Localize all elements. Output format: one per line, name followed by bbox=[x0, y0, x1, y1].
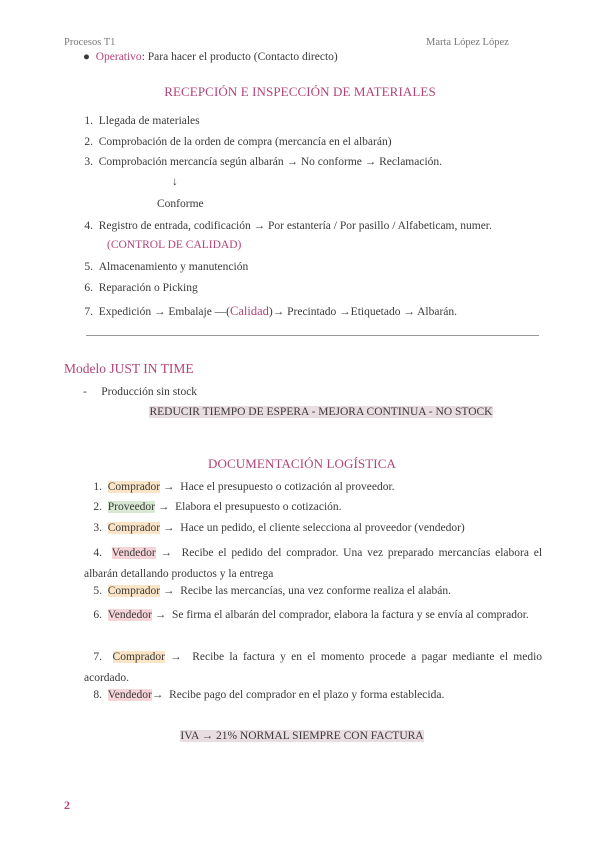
header-right: Marta López López bbox=[426, 37, 509, 48]
divider bbox=[86, 335, 539, 336]
calidad-word: Calidad bbox=[230, 304, 269, 318]
role-tag: Comprador bbox=[107, 481, 161, 493]
reception-item: 2. Comprobación de la orden de compra (mercancía en el albarán) bbox=[84, 136, 392, 148]
conforme-label: Conforme bbox=[157, 198, 204, 210]
iva-highlight: IVA → 21% NORMAL SIEMPRE CON FACTURA bbox=[180, 730, 424, 742]
role-tag: Vendedor bbox=[107, 689, 152, 701]
doc-item: 2. Proveedor → Elabora el presupuesto o cotización. bbox=[93, 501, 342, 513]
doc-title: DOCUMENTACIÓN LOGÍSTICA bbox=[208, 456, 396, 471]
doc-item: 6. Vendedor → Se firma el albarán del comprador, elabora la factura y se envía al comprador. bbox=[93, 609, 529, 621]
bullet-dot: ● bbox=[83, 51, 90, 63]
bullet-label: Operativo bbox=[95, 51, 142, 63]
control-calidad: (CONTROL DE CALIDAD) bbox=[107, 239, 242, 251]
role-tag: Vendedor bbox=[111, 547, 156, 559]
doc-item: 3. Comprador → Hace un pedido, el cliente selecciona al proveedor (vendedor) bbox=[93, 522, 465, 534]
reception-item: 5. Almacenamiento y manutención bbox=[84, 261, 249, 273]
doc-item: 4. Vendedor → Recibe el pedido del comprador. Una vez preparado mercancías elabora el albarán detallando productos y la entrega bbox=[84, 547, 543, 580]
doc-item: 7. Comprador → Recibe la factura y en el momento procede a pagar mediante el medio acordado. bbox=[84, 651, 543, 684]
reception-title: RECEPCIÓN E INSPECCIÓN DE MATERIALES bbox=[164, 84, 436, 99]
page-number: 2 bbox=[64, 798, 70, 812]
role-tag: Comprador bbox=[107, 585, 161, 597]
reception-item: 6. Reparación o Picking bbox=[84, 282, 198, 294]
bullet-item bbox=[83, 51, 338, 63]
role-tag: Comprador bbox=[107, 522, 161, 534]
jit-item: - Producción sin stock bbox=[83, 386, 198, 398]
role-tag: Comprador bbox=[112, 651, 165, 663]
reception-item: 1. Llegada de materiales bbox=[84, 115, 200, 127]
reception-item: 4. Registro de entrada, codificación → Por estantería / Por pasillo / Alfabeticam, numer. bbox=[84, 220, 492, 232]
role-tag: Proveedor bbox=[107, 501, 156, 513]
role-tag: Vendedor bbox=[107, 609, 152, 621]
doc-item: 5. Comprador → Recibe las mercancías, una vez conforme realiza el alabán. bbox=[93, 585, 452, 597]
jit-highlight: REDUCIR TIEMPO DE ESPERA - MEJORA CONTINUA - NO STOCK bbox=[149, 406, 493, 418]
reception-item: 3. Comprobación mercancía según albarán → No conforme → Reclamación. bbox=[84, 156, 443, 168]
down-arrow: ↓ bbox=[172, 176, 178, 188]
doc-item: 8. Vendedor→ Recibe pago del comprador en el plazo y forma establecida. bbox=[93, 689, 445, 701]
header-left: Procesos T1 bbox=[64, 37, 116, 48]
reception-item: 7. Expedición → Embalaje —(Calidad)→ Precintado →Etiquetado → Albarán. bbox=[84, 304, 458, 318]
bullet-text: : Para hacer el producto (Contacto directo) bbox=[141, 51, 338, 63]
jit-title: Modelo JUST IN TIME bbox=[64, 361, 194, 376]
doc-item: 1. Comprador → Hace el presupuesto o cotización al proveedor. bbox=[93, 481, 395, 493]
